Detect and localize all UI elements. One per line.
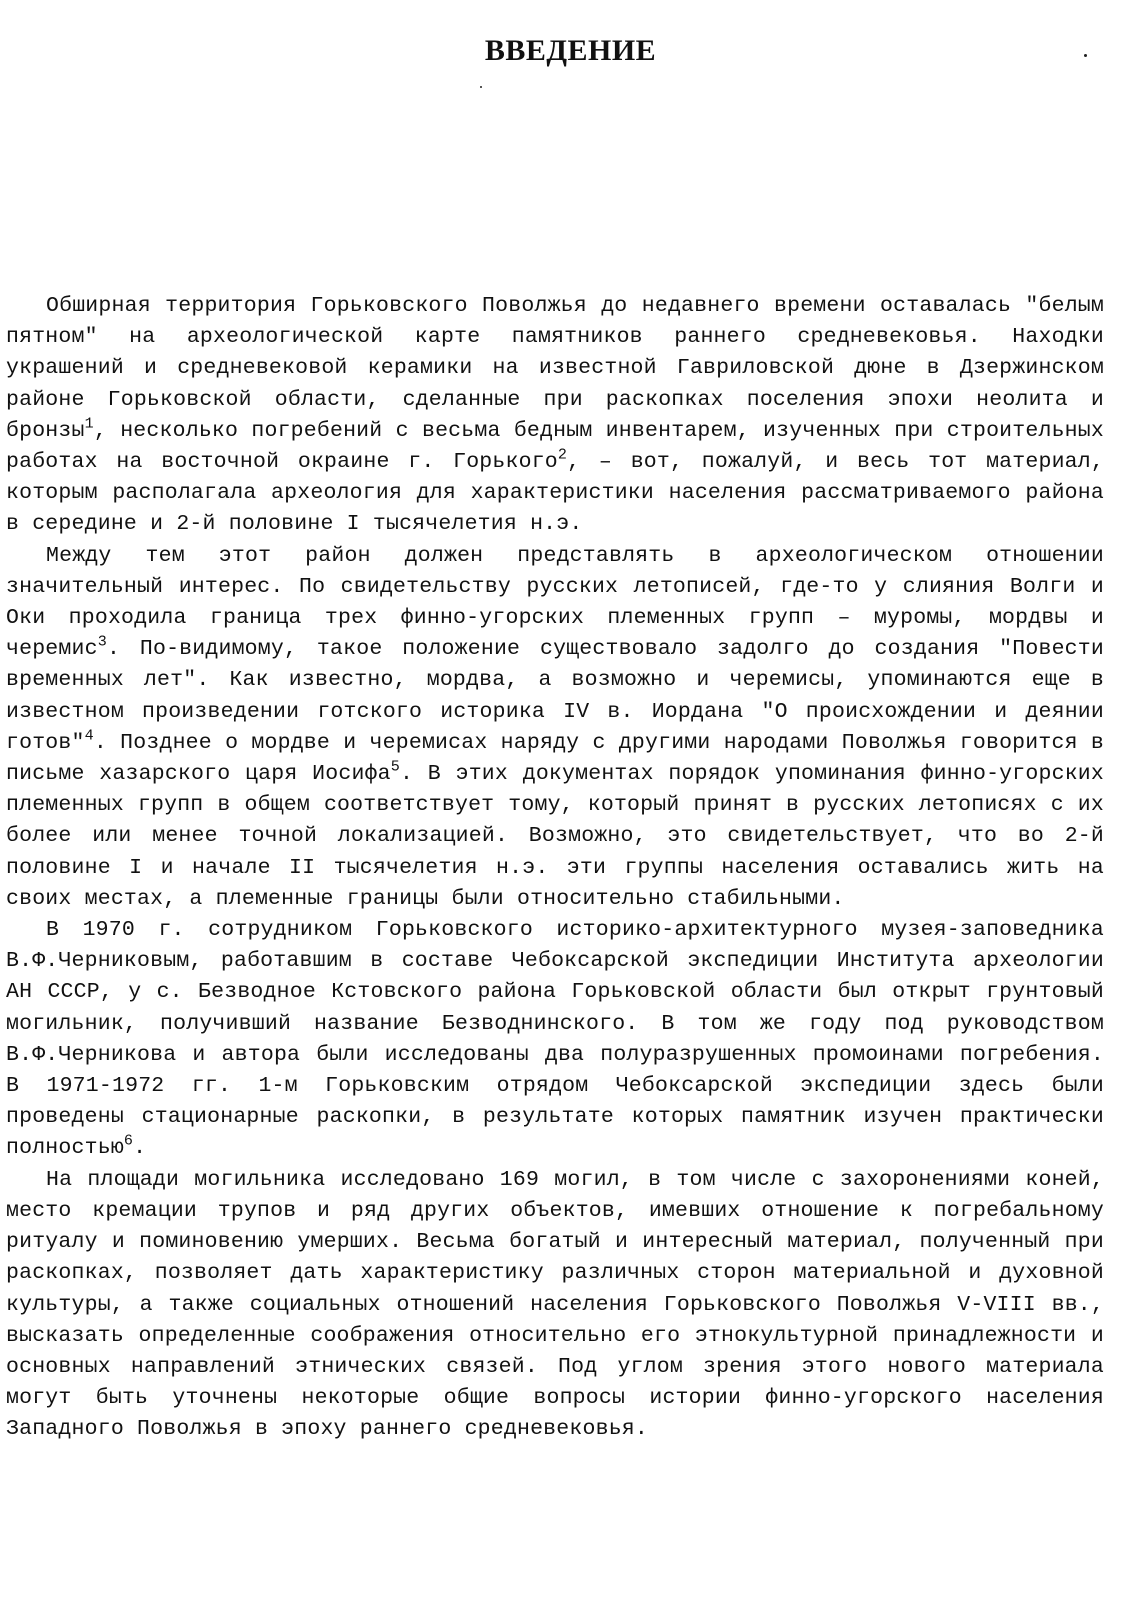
paragraph-text: . В этих документах порядок упоминания финно-угорских племенных групп в общем соответствует тому, который принят в русских летописях с их более или менее точной локализацией. Возможно, это свидетельствует, что во 2-й половине I и начале II тысячелетия н.э. эти группы населения оставались жить на своих местах, а племенные границы были относительно стабильными.	[6, 762, 1104, 911]
footnote-marker[interactable]: 5	[390, 757, 400, 776]
paragraph-text: Обширная территория Горьковского Поволжья до недавнего времени оставалась "белым пятном" на археологической карте памятников раннего средневековья. Находки украшений и средневековой керамики на известной Гавриловской дюне в Дзержинском районе Горьковской области, сделанные при раскопках поселения эпохи неолита и бронзы	[6, 294, 1104, 443]
paragraph-text: .	[133, 1136, 147, 1161]
footnote-marker[interactable]: 2	[557, 445, 568, 464]
body-text	[6, 291, 1104, 1446]
paragraph-text: Между тем этот район должен представлять в археологическом отношении значительный интерес. По свидетельству русских летописей, где-то у слияния Волги и Оки проходила граница трех финно-угорских племенных групп – муромы, мордвы и черемис	[6, 543, 1104, 662]
footnote-marker[interactable]: 1	[84, 414, 94, 433]
paragraph	[6, 1165, 1104, 1446]
paragraph-text: . Позднее о мордве и черемисах наряду с другими народами Поволжья говорится в письме хазарского царя Иосифа	[6, 730, 1104, 787]
paragraph	[6, 291, 1104, 541]
paragraph-text: , несколько погребений с весьма бедным инвентарем, изученных при строительных работах на восточной окраине г. Горького	[6, 418, 1104, 475]
paragraph-text: В 1970 г. сотрудником Горьковского историко-архитектурного музея-заповедника В.Ф.Черниковым, работавшим в составе Чебоксарской экспедиции Института археологии АН СССР, у с. Безводное Кстовского района Горьковской области был открыт грунтовый могильник, получивший название Безводнинского. В том же году под руководством В.Ф.Черникова и автора были исследованы два полуразрушенных промоинами погребения. В 1971-1972 гг. 1-м Горьковским отрядом Чебоксарской экспедиции здесь были проведены стационарные раскопки, в результате которых памятник изучен практически полностью	[6, 918, 1104, 1161]
footnote-marker[interactable]: 4	[84, 726, 94, 745]
paragraph	[6, 541, 1104, 915]
footnote-marker[interactable]: 6	[123, 1132, 134, 1151]
scan-speck	[1084, 54, 1087, 57]
scan-speck	[480, 86, 482, 88]
paragraph-text: , – вот, пожалуй, и весь тот материал, которым располагала археология для характеристики населения рассматриваемого района в середине и 2-й половине I тысячелетия н.э.	[6, 450, 1104, 537]
paragraph	[6, 915, 1104, 1165]
page-title: ВВЕДЕНИЕ	[484, 34, 657, 67]
paragraph-text: . По-видимому, такое положение существовало задолго до создания "Повести временных лет". Как известно, мордва, а возможно и черемисы, упоминаются еще в известном произведении готского историка IV в. Иордана "О происхождении и деянии готов"	[6, 637, 1104, 755]
footnote-marker[interactable]: 3	[97, 632, 107, 651]
paragraph-text: На площади могильника исследовано 169 могил, в том числе с захоронениями коней, место кремации трупов и ряд других объектов, имевших отношение к погребальному ритуалу и поминовению умерших. Весьма богатый и интересный материал, полученный при раскопках, позволяет дать характеристику различных сторон материальной и духовной культуры, а также социальных отношений населения Горьковского Поволжья V-VIII вв., высказать определенные соображения относительно его этнокультурной принадлежности и основных направлений этнических связей. Под углом зрения этого нового материала могут быть уточнены некоторые общие вопросы истории финно-угорского населения Западного Поволжья в эпоху раннего средневековья.	[6, 1167, 1104, 1442]
